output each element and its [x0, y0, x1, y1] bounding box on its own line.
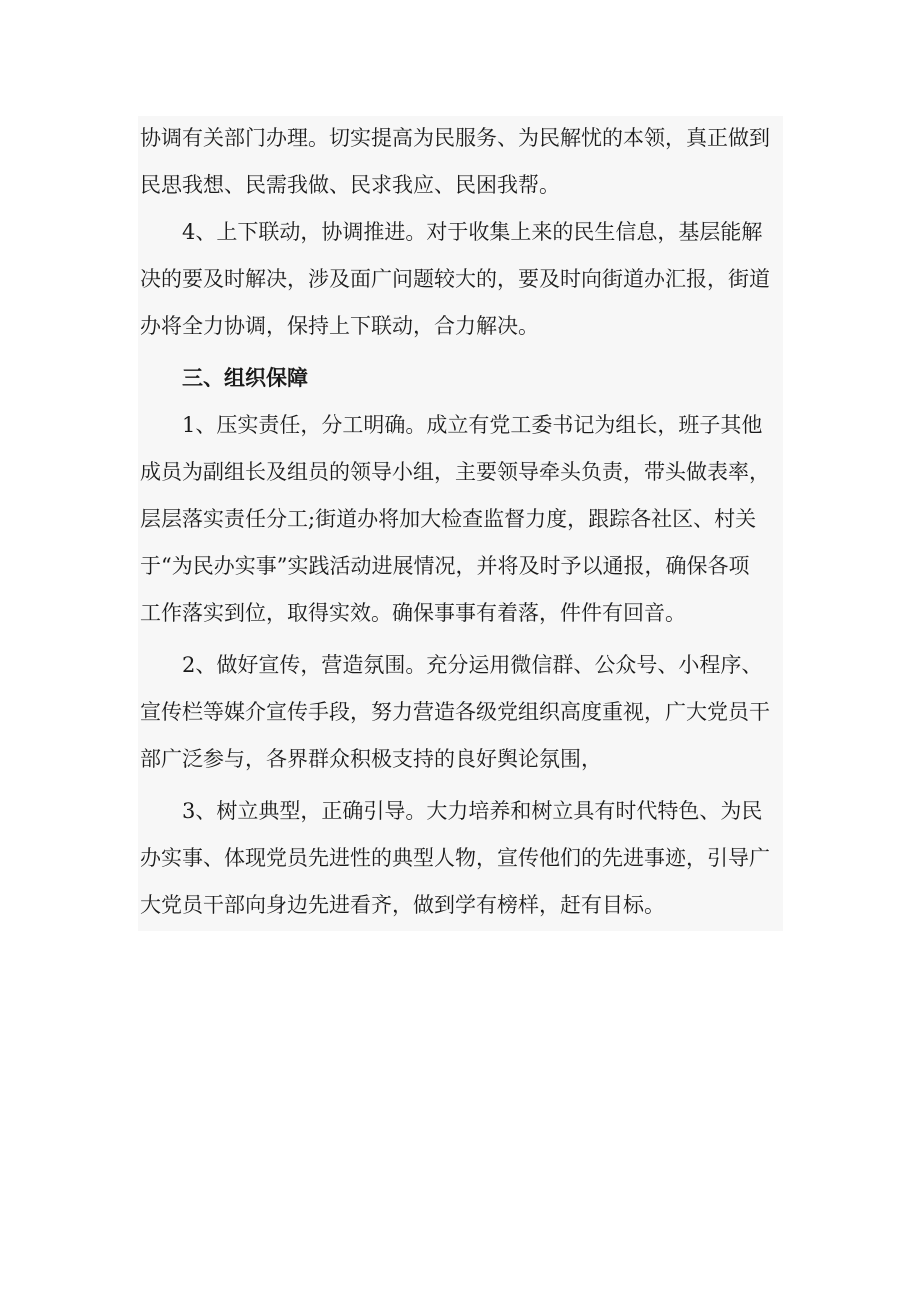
body-text-line: 成员为副组长及组员的领导小组，主要领导牵头负责，带头做表率， [140, 460, 770, 484]
document-body [138, 116, 783, 931]
body-text-line: 决的要及时解决，涉及面广问题较大的，要及时向街道办汇报，街道 [140, 267, 770, 291]
paragraph-start-line: 2、做好宣传，营造氛围。充分运用微信群、公众号、小程序、 [182, 653, 763, 677]
body-text-line: 民思我想、民需我做、民求我应、民困我帮。 [140, 173, 560, 197]
section-heading: 三、组织保障 [182, 366, 308, 390]
body-text-line: 宣传栏等媒介宣传手段，努力营造各级党组织高度重视，广大党员干 [140, 700, 770, 724]
body-text-line: 办实事、体现党员先进性的典型人物，宣传他们的先进事迹，引导广 [140, 846, 770, 870]
body-text-line: 大党员干部向身边先进看齐，做到学有榜样，赶有目标。 [140, 893, 665, 917]
body-text-line: 办将全力协调，保持上下联动，合力解决。 [140, 314, 539, 338]
paragraph-start-line: 1、压实责任，分工明确。成立有党工委书记为组长，班子其他 [182, 413, 763, 437]
body-text-line: 协调有关部门办理。切实提高为民服务、为民解忧的本领，真正做到 [140, 126, 770, 150]
body-text-line: 部广泛参与，各界群众积极支持的良好舆论氛围， [140, 747, 602, 771]
paragraph-start-line: 3、树立典型，正确引导。大力培养和树立具有时代特色、为民 [182, 799, 763, 823]
body-text-line: 工作落实到位，取得实效。确保事事有着落，件件有回音。 [140, 601, 686, 625]
paragraph-start-line: 4、上下联动，协调推进。对于收集上来的民生信息，基层能解 [182, 220, 763, 244]
body-text-line: 于“为民办实事”实践活动进展情况，并将及时予以通报，确保各项 [140, 554, 750, 578]
body-text-line: 层层落实责任分工;街道办将加大检查监督力度，跟踪各社区、村关 [140, 507, 757, 531]
